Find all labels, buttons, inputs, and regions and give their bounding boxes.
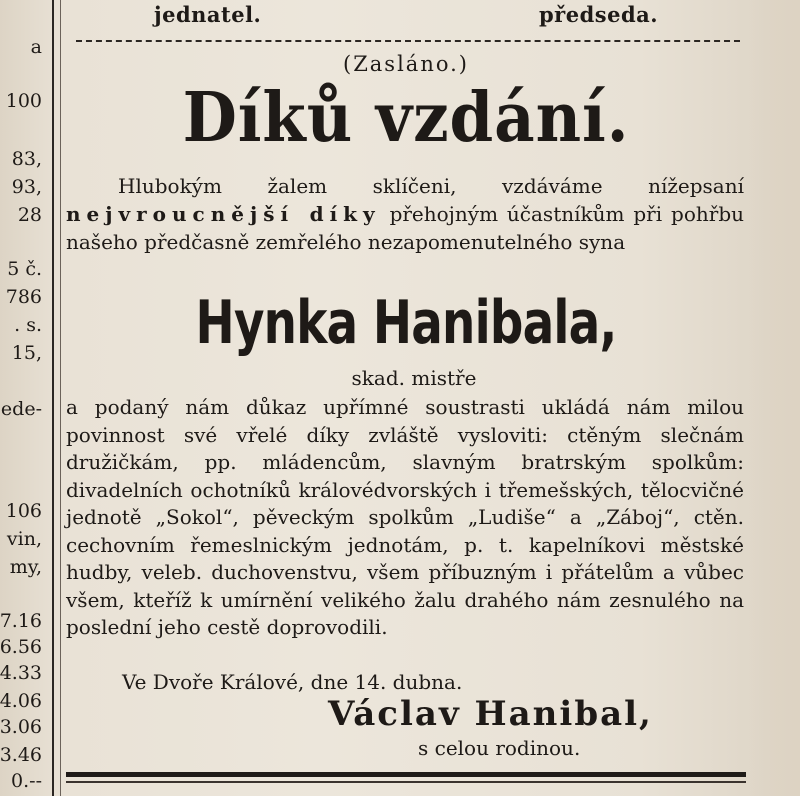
page-edge-shadow bbox=[750, 0, 800, 796]
deceased-name: Hynka Hanibala, bbox=[195, 288, 617, 358]
adjacent-column-text: 3.06 bbox=[0, 716, 42, 738]
intro-paragraph bbox=[66, 172, 744, 256]
bottom-rule bbox=[66, 772, 746, 777]
adjacent-column-text: 0.-- bbox=[11, 770, 42, 792]
adjacent-column-text: a bbox=[30, 36, 42, 58]
adjacent-column-text: 4.33 bbox=[0, 662, 42, 684]
adjacent-column-text: 15, bbox=[11, 342, 42, 364]
intro-rest: přehojným účastníkům při pohřbu našeho předčasně zemřelého nezapomenutelného syna bbox=[66, 202, 745, 254]
signature-chairman: předseda. bbox=[539, 2, 659, 27]
dashed-separator bbox=[76, 40, 740, 42]
column-rule-inner bbox=[60, 0, 61, 796]
adjacent-column-text: 4.06 bbox=[0, 690, 42, 712]
adjacent-column-text: my, bbox=[9, 556, 42, 578]
submitted-label: (Zasláno.) bbox=[343, 52, 469, 76]
dateline: Ve Dvoře Králové, dne 14. dubna. bbox=[122, 670, 463, 694]
adjacent-column-text: 28 bbox=[17, 204, 42, 226]
adjacent-column-text: ede- bbox=[0, 398, 42, 420]
bottom-rule-thin bbox=[66, 781, 746, 783]
adjacent-column-text: 100 bbox=[5, 90, 42, 112]
notice-title: Díků vzdání. bbox=[182, 78, 630, 158]
adjacent-column-text: 93, bbox=[11, 176, 42, 198]
intro-start: Hlubokým žalem sklíčeni, vzdáváme nížepsaní bbox=[118, 174, 744, 198]
adjacent-column-fragment bbox=[0, 0, 46, 796]
adjacent-column-text: 83, bbox=[11, 148, 42, 170]
deceased-occupation: skad. mistře bbox=[351, 366, 477, 390]
adjacent-column-text: 7.16 bbox=[0, 610, 42, 632]
adjacent-column-text: 106 bbox=[5, 500, 42, 522]
thank-you-notice bbox=[66, 0, 746, 796]
intro-emphasis: nejvroucnější díky bbox=[66, 202, 381, 226]
signer-name: Václav Hanibal, bbox=[328, 694, 653, 734]
signature-secretary: jednatel. bbox=[154, 2, 262, 27]
adjacent-column-text: 5 č. bbox=[7, 258, 42, 280]
body-paragraph: a podaný nám důkaz upřímné soustrasti ukládá nám milou povinnost své vřelé díky zvláště vysloviti: ctěným slečnám družičkám, pp. mládencům, slavným bratrským spolkům: divadelních ochotníků královédvorských i třemešských, tělocvičné jednotě „Sokol“, pěveckým spolkům „Ludiše“ a „Záboj“, ctěn. cechovním řemeslnickým jednotám, p. t. kapelníkovi městské hudby, veleb. duchovenstvu, všem příbuzným i přátelům a vůbec všem, kteříž k umírnění velikého žalu drahého nám zesnulého na poslední jeho cestě doprovodili. bbox=[66, 395, 744, 639]
signer-family: s celou rodinou. bbox=[418, 736, 581, 760]
column-rule bbox=[52, 0, 54, 796]
adjacent-column-text: 786 bbox=[5, 286, 42, 308]
adjacent-column-text: . s. bbox=[14, 314, 42, 336]
adjacent-column-text: vin, bbox=[6, 528, 42, 550]
adjacent-column-text: 3.46 bbox=[0, 744, 42, 766]
adjacent-column-text: 6.56 bbox=[0, 636, 42, 658]
